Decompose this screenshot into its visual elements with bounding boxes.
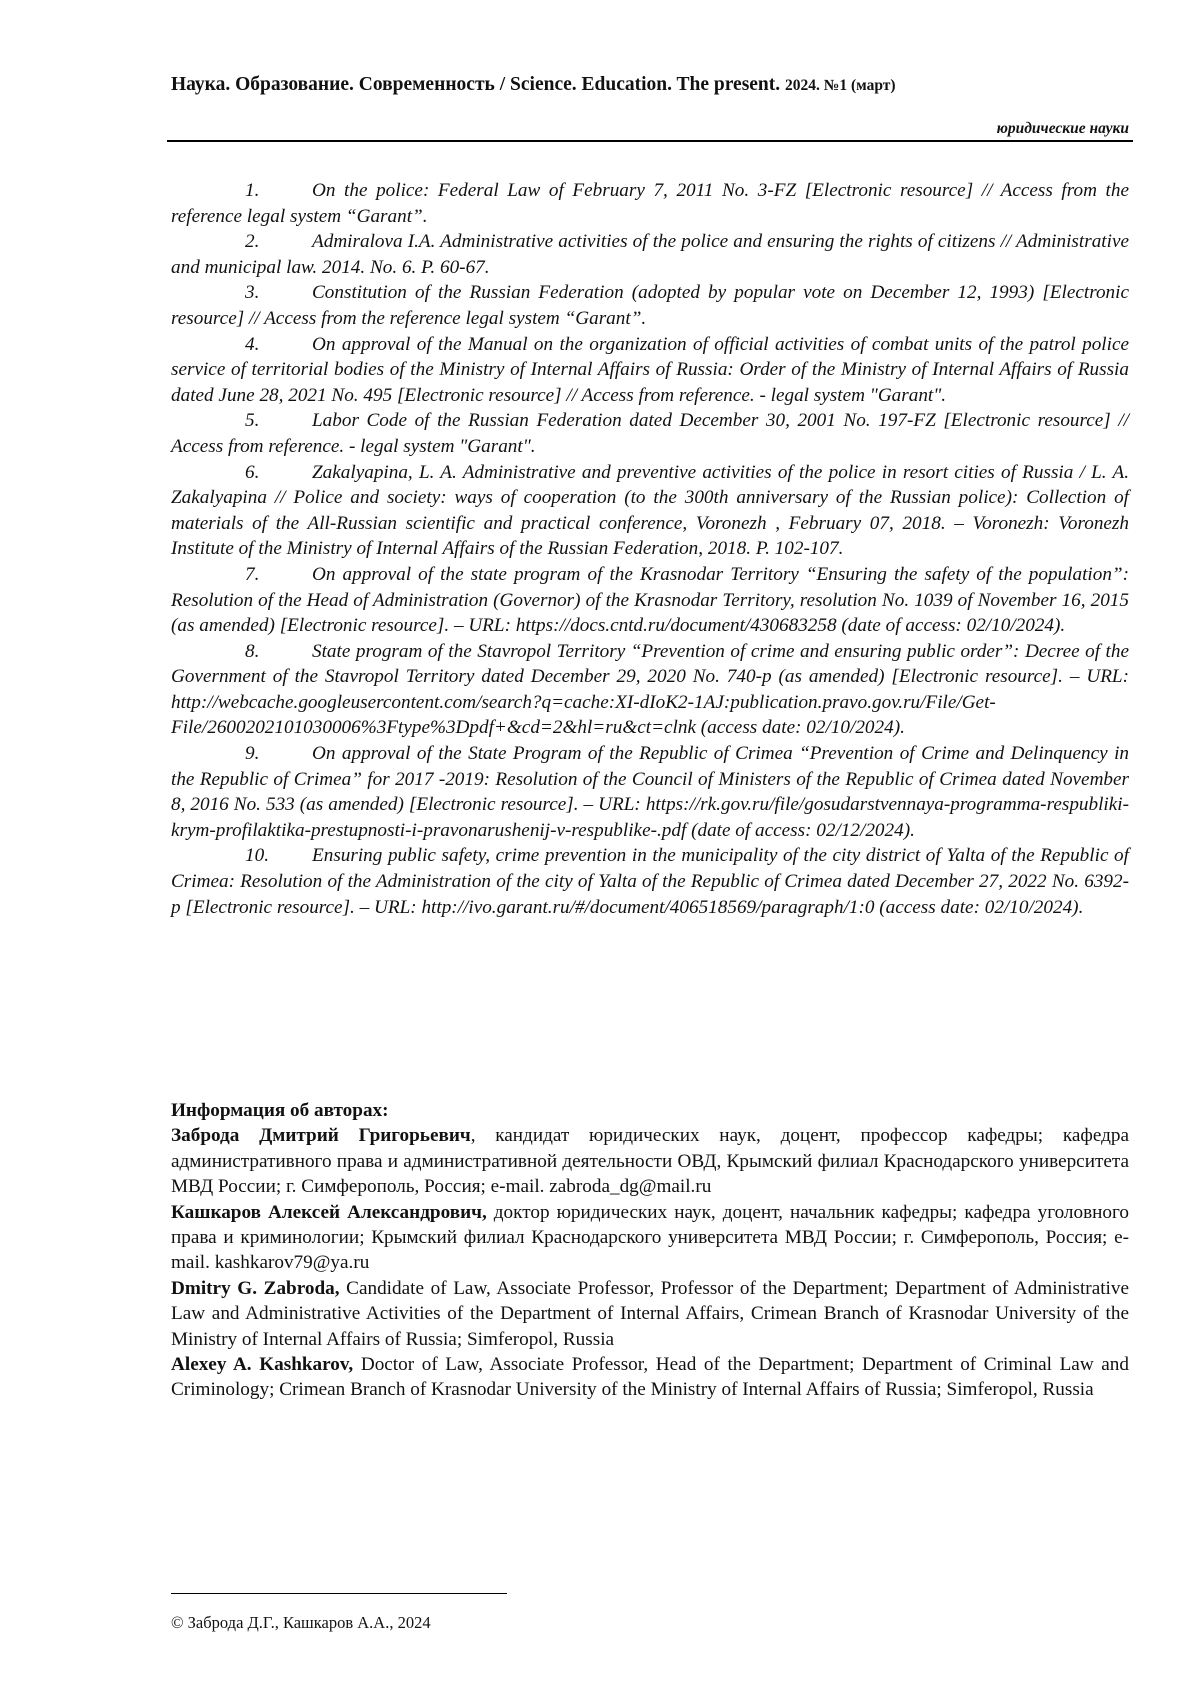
- header-divider: [167, 140, 1133, 142]
- reference-item: [171, 178, 1129, 229]
- reference-text: On approval of the State Program of the Republic of Crimea “Prevention of Crime and Delinquency in the Republic of Crimea” for 2017 -2019: Resolution of the Council of Ministers of the Republic of Crimea dated November 8, 2016 No. 533 (as amended) [Electronic resource]. – URL: https://rk.gov.ru/file/gosudarstvennaya-programma-respubliki-krym-profilaktika-prestupnosti-i-pravonarushenij-v-respublike-.pdf (date of access: 02/12/2024).: [171, 743, 1129, 841]
- reference-text: Zakalyapina, L. A. Administrative and preventive activities of the police in resort cities of Russia / L. A. Zakalyapina // Police and society: ways of cooperation (to the 300th anniversary of the Russian police): Collection of materials of the All-Russian scientific and practical conference, Voronezh , February 07, 2018. – Voronezh: Voronezh Institute of the Ministry of Internal Affairs of the Russian Federation, 2018. P. 102-107.: [171, 461, 1129, 560]
- reference-number: 5.: [245, 410, 260, 432]
- reference-item: [171, 280, 1129, 331]
- reference-item: [171, 229, 1129, 280]
- reference-number: 2.: [245, 231, 260, 253]
- reference-text: On approval of the Manual on the organization of official activities of combat units of the patrol police service of territorial bodies of the Ministry of Internal Affairs of Russia: Order of the Ministry of Internal Affairs of Russia dated June 28, 2021 No. 495 [Electronic resource] // Access from reference. - legal system "Garant".: [171, 333, 1129, 406]
- author-name: Alexey A. Kashkarov,: [171, 1354, 354, 1376]
- reference-text: Admiralova I.A. Administrative activities of the police and ensuring the rights of citizens // Administrative and municipal law. 2014. No. 6. P. 60-67.: [171, 231, 1129, 278]
- author-name: Заброда Дмитрий Григорьевич: [171, 1125, 471, 1147]
- author-details: доктор юридических наук, доцент, начальник кафедры; кафедра уголовного права и криминологии; Крымский филиал Краснодарского университета МВД России; г. Симферополь, Россия; e-mail. kashkarov79@ya.ru: [171, 1201, 1129, 1274]
- reference-item: [171, 332, 1129, 409]
- author-info-heading: Информация об авторах:: [171, 1100, 389, 1121]
- author-entry: [171, 1352, 1129, 1403]
- reference-text: Ensuring public safety, crime prevention in the municipality of the city district of Yalta of the Republic of Crimea: Resolution of the Administration of the city of Yalta of the Republic of Crimea dated December 27, 2022 No. 6392-p [Electronic resource]. – URL: http://ivo.garant.ru/#/document/406518569/paragraph/1:0 (access date: 02/10/2024).: [171, 845, 1129, 918]
- reference-text: Labor Code of the Russian Federation dated December 30, 2001 No. 197-FZ [Electronic resource] // Access from reference. - legal system "Garant".: [171, 410, 1129, 457]
- reference-number: 7.: [245, 563, 260, 585]
- issue-number: 2024. №1 (март): [785, 77, 896, 94]
- reference-item: [171, 741, 1129, 843]
- reference-number: 9.: [245, 743, 260, 765]
- reference-item: [171, 562, 1129, 639]
- copyright-notice: © Заброда Д.Г., Кашкаров А.А., 2024: [171, 1613, 431, 1632]
- author-details: Doctor of Law, Associate Professor, Head of the Department; Department of Criminal Law and Criminology; Crimean Branch of Krasnodar University of the Ministry of Internal Affairs of Russia; Simferopol, Russia: [171, 1354, 1129, 1401]
- footnote-divider: [171, 1593, 507, 1594]
- journal-title: Наука. Образование. Современность / Science. Education. The present.: [171, 74, 781, 95]
- reference-text: Constitution of the Russian Federation (adopted by popular vote on December 12, 1993) [Electronic resource] // Access from the reference legal system “Garant”.: [171, 282, 1129, 329]
- reference-number: 3.: [245, 282, 260, 304]
- author-entry: [171, 1200, 1129, 1276]
- author-name: Dmitry G. Zabroda,: [171, 1277, 340, 1299]
- reference-text: On the police: Federal Law of February 7, 2011 No. 3-FZ [Electronic resource] // Access from the reference legal system “Garant”.: [171, 180, 1129, 227]
- reference-number: 6.: [245, 461, 260, 483]
- reference-list: [171, 178, 1129, 920]
- reference-number: 10.: [245, 845, 269, 867]
- author-details: Candidate of Law, Associate Professor, Professor of the Department; Department of Administrative Law and Administrative Activities of the Department of Internal Affairs, Crimean Branch of Krasnodar University of the Ministry of Internal Affairs of Russia; Simferopol, Russia: [171, 1277, 1129, 1350]
- author-details: , кандидат юридических наук, доцент, профессор кафедры; кафедра административного права и административной деятельности ОВД, Крымский филиал Краснодарского университета МВД России; г. Симферополь, Россия; e-mail. zabroda_dg@mail.ru: [171, 1125, 1129, 1198]
- reference-number: 8.: [245, 640, 260, 662]
- author-info: [171, 1098, 1129, 1403]
- reference-item: [171, 639, 1129, 741]
- reference-item: [171, 408, 1129, 459]
- author-name: Кашкаров Алексей Александрович,: [171, 1201, 487, 1223]
- reference-number: 1.: [245, 180, 260, 201]
- reference-text: On approval of the state program of the Krasnodar Territory “Ensuring the safety of the population”: Resolution of the Head of Administration (Governor) of the Krasnodar Territory, resolution No. 1039 of November 16, 2015 (as amended) [Electronic resource]. – URL: https://docs.cntd.ru/document/430683258 (date of access: 02/10/2024).: [171, 563, 1129, 637]
- author-entry: [171, 1123, 1129, 1199]
- reference-number: 4.: [245, 333, 260, 355]
- reference-item: [171, 843, 1129, 920]
- section-label: юридические науки: [996, 120, 1129, 137]
- reference-item: [171, 460, 1129, 562]
- running-header: [171, 74, 1129, 96]
- author-entry: [171, 1276, 1129, 1352]
- reference-text: State program of the Stavropol Territory “Prevention of crime and ensuring public order”: Decree of the Government of the Stavropol Territory dated December 29, 2020 No. 740-p (as amended) [Electronic resource]. – URL: http://webcache.googleusercontent.com/search?q=cache:XI-dIoK2-1AJ:publication.pravo.gov.ru/File/Get-File/2600202101030006%3Ftype%3Dpdf+&cd=2&hl=ru&ct=clnk (access date: 02/10/2024).: [171, 640, 1129, 739]
